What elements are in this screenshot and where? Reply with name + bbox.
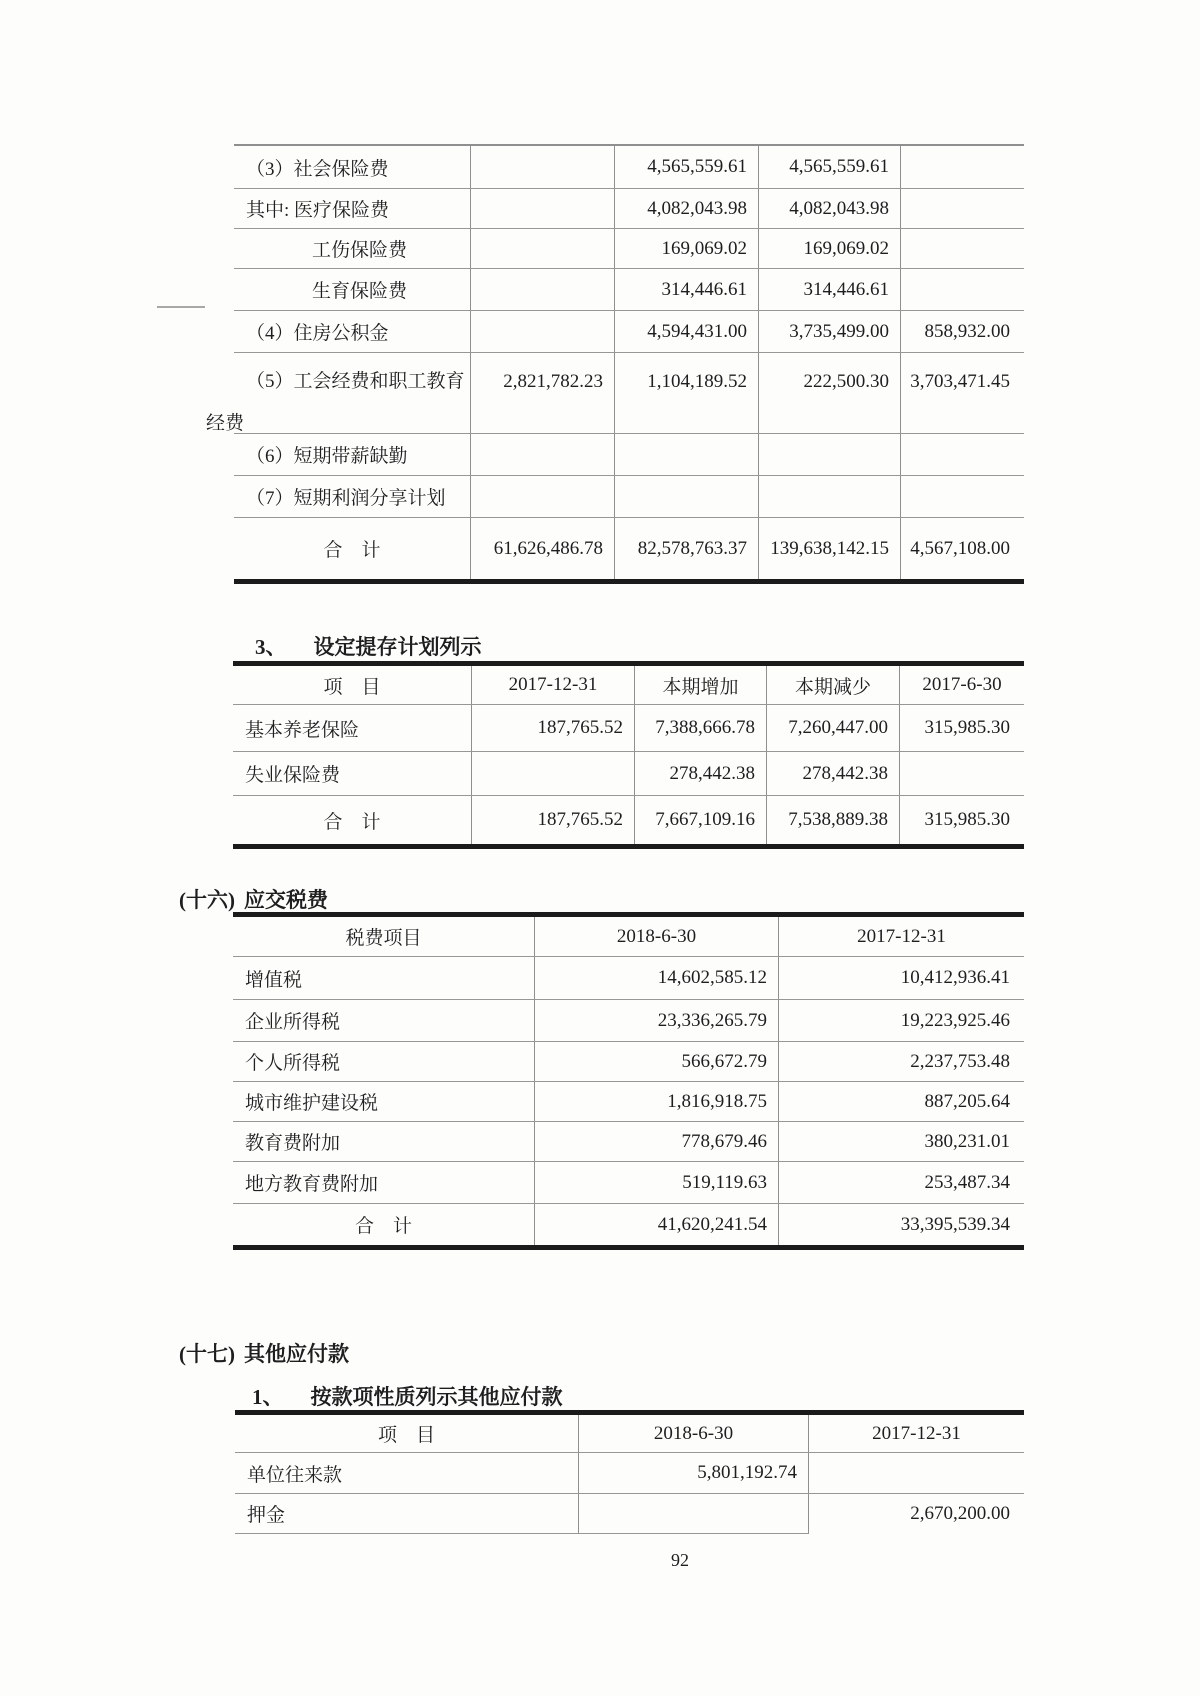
table-row	[235, 1453, 1024, 1494]
row-label: 地方教育费附加	[233, 1162, 535, 1203]
table-row	[233, 957, 1024, 1000]
column-header: 项 目	[235, 1415, 579, 1452]
cell-value: 5,801,192.74	[579, 1453, 809, 1493]
cell-value	[579, 1494, 809, 1534]
cell-value: 1,816,918.75	[535, 1082, 779, 1121]
row-label: （3）社会保险费	[234, 146, 471, 188]
cell-value	[901, 434, 1024, 475]
cell-value	[901, 476, 1024, 517]
table-header-row	[233, 666, 1024, 705]
cell-value	[759, 434, 901, 475]
cell-value: 23,336,265.79	[535, 1000, 779, 1041]
row-label: （5）工会经费和职工教育经费	[234, 353, 471, 433]
cell-value: 7,667,109.16	[635, 796, 767, 844]
section-heading-taxes-payable	[179, 884, 328, 914]
table-row	[233, 1122, 1024, 1162]
row-label: 个人所得税	[233, 1042, 535, 1081]
cell-value	[615, 476, 759, 517]
cell-value: 2,237,753.48	[910, 1050, 1010, 1072]
cell-value	[900, 752, 1024, 795]
cell-value	[471, 434, 615, 475]
cell-value: 139,638,142.15	[759, 518, 901, 579]
column-header: 2018-6-30	[535, 917, 779, 956]
cell-value: 3,703,471.45	[910, 371, 1010, 392]
row-label: 企业所得税	[233, 1000, 535, 1041]
cell-value: 314,446.61	[759, 269, 901, 310]
cell-value: 222,500.30	[759, 353, 901, 433]
cell-value: 33,395,539.34	[900, 1213, 1010, 1235]
cell-value	[471, 229, 615, 268]
cell-value	[901, 146, 1024, 188]
employee-benefits-table	[206, 144, 1024, 584]
heading-number: 1、	[252, 1385, 284, 1409]
other-payables-table	[235, 1410, 1024, 1534]
column-header: 2017-12-31	[872, 1422, 961, 1444]
row-label: （7）短期利润分享计划	[234, 476, 471, 517]
heading-number: 3、	[255, 635, 287, 659]
table-total-row	[233, 1204, 1024, 1245]
subsection-heading-by-nature	[252, 1381, 563, 1411]
row-label: 基本养老保险	[233, 705, 472, 751]
cell-value: 278,442.38	[767, 752, 900, 795]
row-label: 合 计	[233, 1204, 535, 1245]
table-row	[234, 476, 1024, 518]
cell-value: 14,602,585.12	[535, 957, 779, 999]
table-header-row	[233, 917, 1024, 957]
row-label: 增值税	[233, 957, 535, 999]
cell-value: 380,231.01	[924, 1130, 1010, 1152]
cell-value	[901, 229, 1024, 268]
heading-number: (十七)	[179, 1342, 235, 1366]
table-row	[233, 1082, 1024, 1122]
cell-value: 61,626,486.78	[471, 518, 615, 579]
heading-title: 设定提存计划列示	[313, 635, 482, 659]
cell-value: 187,765.52	[472, 796, 635, 844]
row-label: （4）住房公积金	[234, 311, 471, 352]
table-row	[234, 189, 1024, 229]
cell-value: 2,670,200.00	[910, 1503, 1010, 1524]
row-label: 工伤保险费	[234, 229, 471, 268]
defined-contribution-plan-table	[233, 661, 1024, 849]
page-number: 92	[671, 1550, 689, 1570]
table-row	[206, 353, 1024, 434]
cell-value	[471, 189, 615, 228]
heading-title: 按款项性质列示其他应付款	[310, 1385, 563, 1409]
cell-value: 887,205.64	[924, 1090, 1010, 1112]
cell-value: 187,765.52	[472, 705, 635, 751]
table-row	[234, 311, 1024, 353]
table-row	[233, 705, 1024, 752]
cell-value: 3,735,499.00	[759, 311, 901, 352]
row-label: 失业保险费	[233, 752, 472, 795]
column-header: 2017-12-31	[857, 925, 946, 947]
cell-value: 7,260,447.00	[767, 705, 900, 751]
table-total-row	[234, 518, 1024, 579]
margin-mark	[157, 306, 205, 308]
cell-value	[472, 752, 635, 795]
cell-value	[901, 269, 1024, 310]
cell-value: 253,487.34	[924, 1171, 1010, 1193]
cell-value: 82,578,763.37	[615, 518, 759, 579]
row-label: 城市维护建设税	[233, 1082, 535, 1121]
cell-value: 169,069.02	[759, 229, 901, 268]
column-header: 本期减少	[767, 666, 900, 704]
column-header: 2018-6-30	[579, 1415, 809, 1452]
heading-number: (十六)	[179, 888, 235, 912]
row-label: 生育保险费	[234, 269, 471, 310]
cell-value: 278,442.38	[635, 752, 767, 795]
cell-value: 566,672.79	[535, 1042, 779, 1081]
table-total-row	[233, 796, 1024, 844]
cell-value: 4,082,043.98	[615, 189, 759, 228]
row-label: 其中: 医疗保险费	[234, 189, 471, 228]
cell-value: 7,388,666.78	[635, 705, 767, 751]
section-heading-defined-contribution	[255, 631, 482, 661]
cell-value: 519,119.63	[535, 1162, 779, 1203]
table-row	[235, 1494, 1024, 1534]
cell-value	[471, 311, 615, 352]
row-label: 单位往来款	[235, 1453, 579, 1493]
cell-value	[809, 1453, 1024, 1493]
cell-value: 4,594,431.00	[615, 311, 759, 352]
column-header: 2017-12-31	[472, 666, 635, 704]
cell-value: 4,567,108.00	[910, 537, 1010, 559]
cell-value: 315,985.30	[924, 717, 1010, 738]
table-row	[233, 1162, 1024, 1204]
cell-value: 7,538,889.38	[767, 796, 900, 844]
cell-value	[901, 189, 1024, 228]
row-label: 合 计	[234, 518, 471, 579]
column-header: 项 目	[233, 666, 472, 704]
table-row	[234, 229, 1024, 269]
cell-value	[759, 476, 901, 517]
cell-value	[471, 269, 615, 310]
row-label: （6）短期带薪缺勤	[234, 434, 471, 475]
taxes-payable-table	[233, 912, 1024, 1250]
cell-value	[615, 434, 759, 475]
cell-value: 41,620,241.54	[535, 1204, 779, 1245]
table-row	[234, 434, 1024, 476]
column-header: 税费项目	[233, 917, 535, 956]
column-header: 2017-6-30	[922, 674, 1002, 695]
cell-value	[471, 146, 615, 188]
row-label: 合 计	[233, 796, 472, 844]
cell-value: 169,069.02	[615, 229, 759, 268]
table-header-row	[235, 1415, 1024, 1453]
table-row	[234, 146, 1024, 189]
heading-title: 其他应付款	[244, 1342, 349, 1366]
cell-value: 314,446.61	[615, 269, 759, 310]
cell-value: 10,412,936.41	[900, 967, 1010, 988]
row-label: 教育费附加	[233, 1122, 535, 1161]
column-header: 本期增加	[635, 666, 767, 704]
table-row	[233, 752, 1024, 796]
cell-value: 858,932.00	[924, 320, 1010, 342]
table-row	[234, 269, 1024, 311]
cell-value: 315,985.30	[924, 809, 1010, 830]
row-label: 押金	[235, 1494, 579, 1534]
cell-value: 2,821,782.23	[471, 353, 615, 433]
section-heading-other-payables	[179, 1338, 349, 1368]
cell-value: 19,223,925.46	[900, 1009, 1010, 1031]
table-row	[233, 1000, 1024, 1042]
table-row	[233, 1042, 1024, 1082]
heading-title: 应交税费	[244, 888, 328, 912]
cell-value: 4,565,559.61	[615, 146, 759, 188]
cell-value: 4,082,043.98	[759, 189, 901, 228]
cell-value: 4,565,559.61	[759, 146, 901, 188]
cell-value	[471, 476, 615, 517]
cell-value: 1,104,189.52	[615, 353, 759, 433]
cell-value: 778,679.46	[535, 1122, 779, 1161]
